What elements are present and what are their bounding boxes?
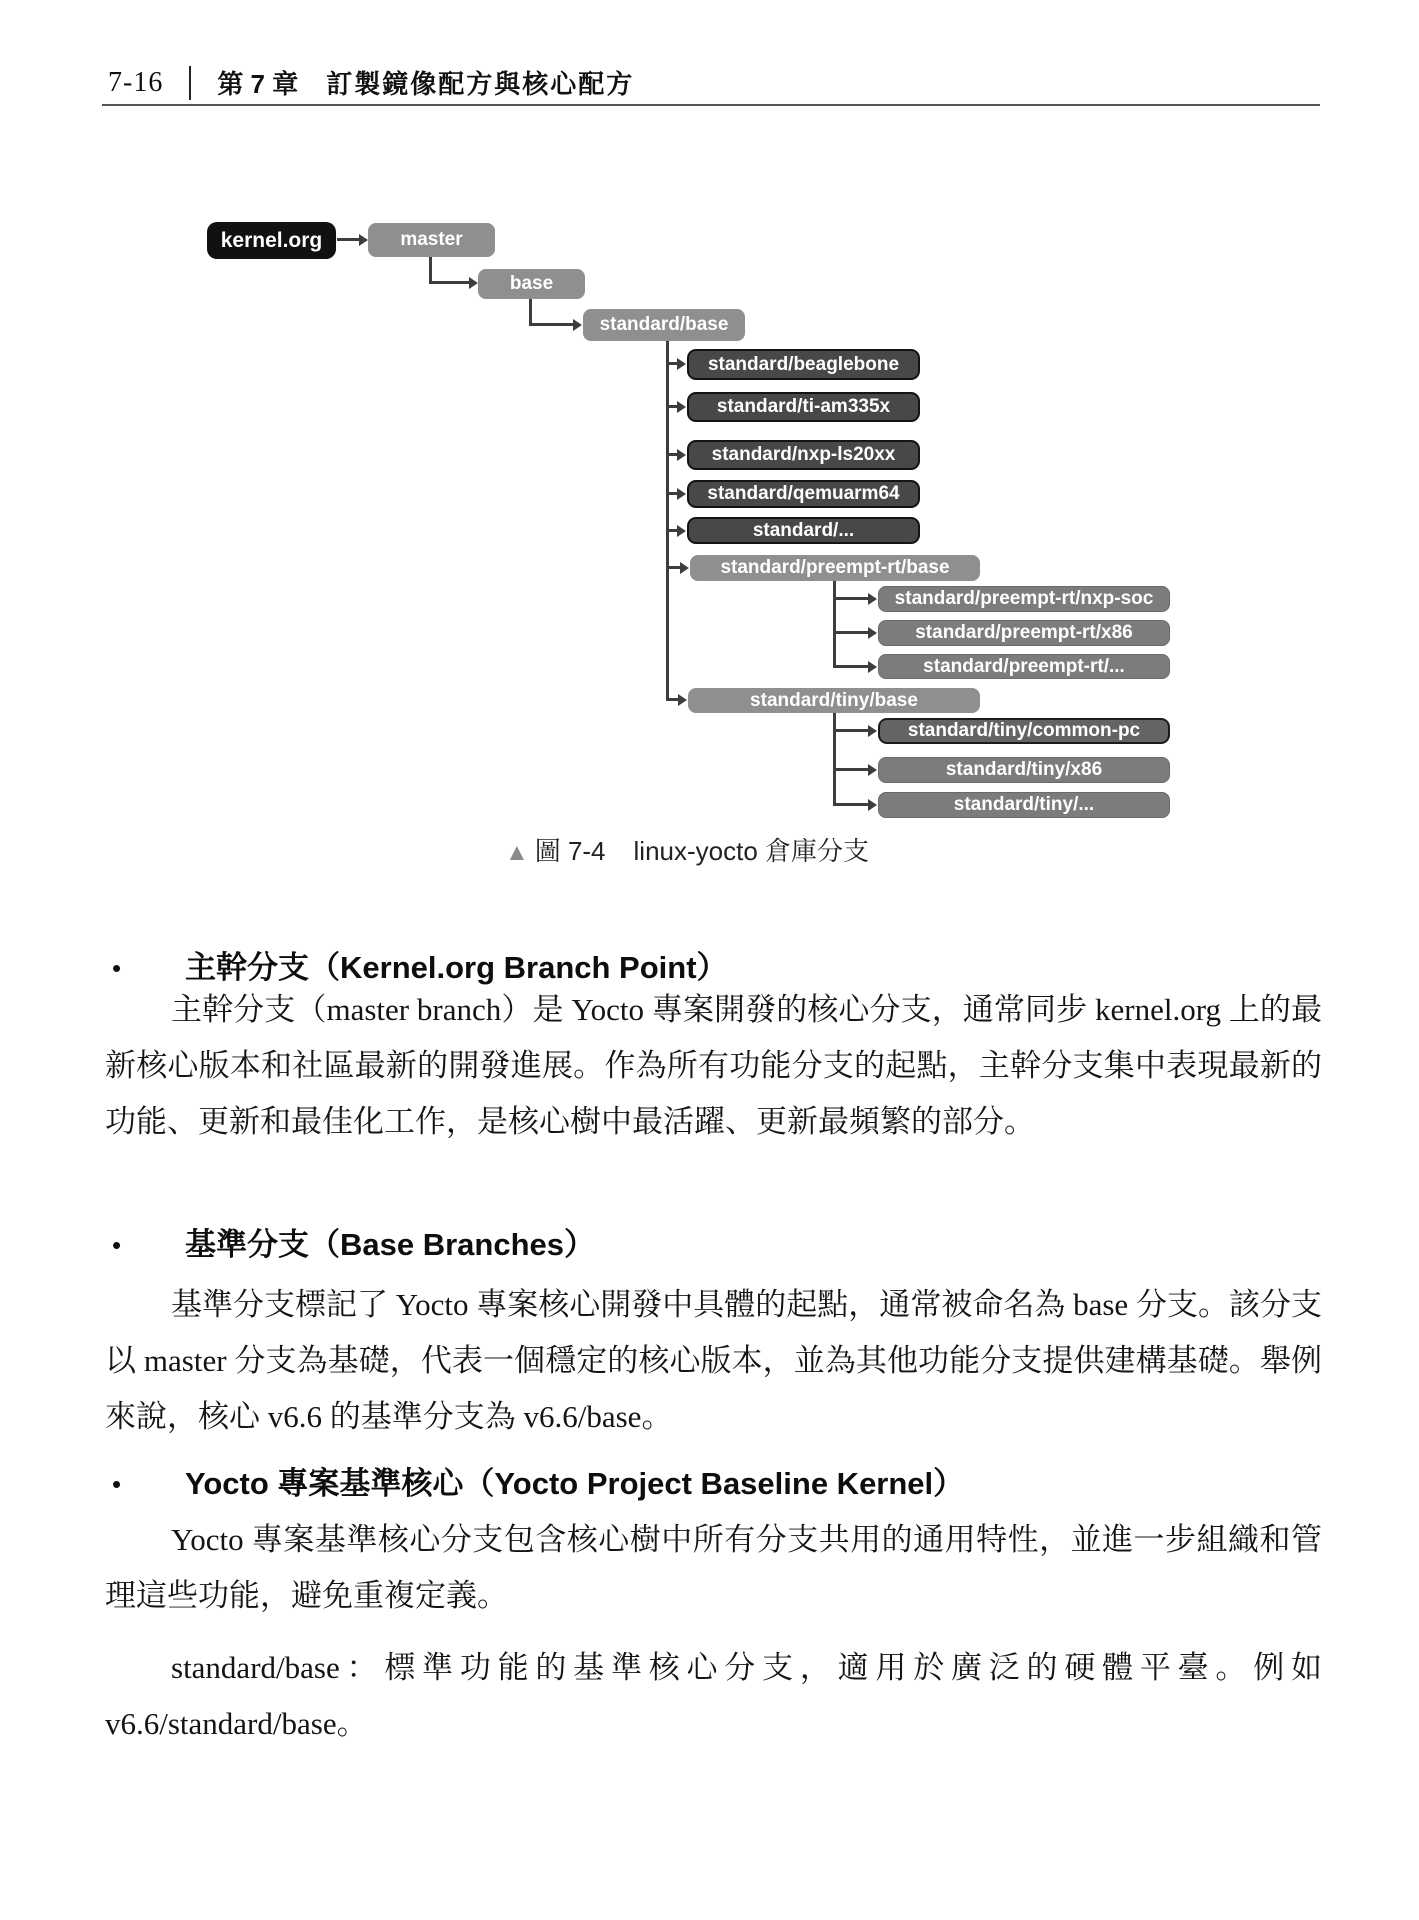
node-kernel-org: kernel.org	[207, 222, 336, 259]
connector-arrow-icon	[677, 358, 686, 370]
page-number: 7-16	[108, 66, 164, 98]
connector-line	[833, 665, 869, 668]
node-standard-preempt-rt-x86: standard/preempt-rt/x86	[878, 620, 1170, 646]
connector-arrow-icon	[680, 562, 689, 574]
connector-line	[833, 631, 869, 634]
connector-line	[833, 597, 869, 600]
connector-arrow-icon	[868, 799, 877, 811]
bullet-icon: •	[112, 1469, 122, 1499]
bullet-icon: •	[112, 953, 122, 983]
connector-arrow-icon	[677, 449, 686, 461]
connector-arrow-icon	[868, 661, 877, 673]
figure-caption	[400, 831, 974, 868]
node-standard-tiny-etc: standard/tiny/...	[878, 792, 1170, 818]
connector-arrow-icon	[677, 525, 686, 537]
node-standard-qemuarm64: standard/qemuarm64	[687, 480, 920, 508]
section-heading-text: Yocto 專案基準核心（Yocto Project Baseline Kernel）	[185, 1466, 965, 1501]
connector-arrow-icon	[868, 593, 877, 605]
section-heading-base-branches	[105, 1218, 1322, 1272]
connector-arrow-icon	[469, 277, 478, 289]
paragraph-standard-base: standard/base：標準功能的基準核心分支，適用於廣泛的硬體平臺。例如 v6.6/standard/base。	[105, 1650, 1322, 1741]
connector-arrow-icon	[868, 627, 877, 639]
section-heading-yocto-baseline-kernel	[105, 1457, 1322, 1511]
node-standard-nxp-ls20xx: standard/nxp-ls20xx	[687, 440, 920, 470]
paragraph-master-branch: 主幹分支（master branch）是 Yocto 專案開發的核心分支，通常同步 kernel.org 上的最新核心版本和社區最新的開發進展。作為所有功能分支的起點，主幹分支集中表現最新的功能、更新和最佳化工作，是核心樹中最活躍、更新最頻繁的部分。	[105, 992, 1322, 1139]
section-heading-text: 主幹分支（Kernel.org Branch Point）	[185, 950, 728, 985]
caption-triangle-icon: ▲	[504, 839, 529, 866]
paragraph-baseline-kernel: Yocto 專案基準核心分支包含核心樹中所有分支共用的通用特性，並進一步組織和管理這些功能，避免重複定義。	[105, 1522, 1322, 1613]
node-base: base	[478, 269, 585, 299]
connector-line	[337, 238, 360, 241]
figure-caption-text: linux-yocto 倉庫分支	[633, 836, 870, 866]
paragraph-base-branches: 基準分支標記了 Yocto 專案核心開發中具體的起點，通常被命名為 base 分支。該分支以 master 分支為基礎，代表一個穩定的核心版本，並為其他功能分支提供建構基礎。舉例來說，核心 v6.6 的基準分支為 v6.6/base。	[105, 1287, 1322, 1434]
node-standard-base: standard/base	[583, 309, 745, 341]
connector-arrow-icon	[868, 725, 877, 737]
node-standard-tiny-x86: standard/tiny/x86	[878, 757, 1170, 783]
node-standard-preempt-rt-nxp-soc: standard/preempt-rt/nxp-soc	[878, 586, 1170, 612]
node-standard-tiny-common-pc: standard/tiny/common-pc	[878, 718, 1170, 744]
node-standard-ti-am335x: standard/ti-am335x	[687, 392, 920, 422]
connector-arrow-icon	[677, 401, 686, 413]
connector-line	[833, 581, 836, 668]
connector-arrow-icon	[677, 488, 686, 500]
bullet-icon: •	[112, 1230, 122, 1260]
chapter-number: 第 7 章	[217, 69, 299, 99]
figure-caption-label: 圖 7-4	[534, 836, 606, 866]
node-standard-tiny-base: standard/tiny/base	[688, 688, 980, 713]
connector-line	[833, 803, 869, 806]
connector-line	[529, 299, 532, 326]
node-standard-etc: standard/...	[687, 517, 920, 544]
connector-line	[666, 341, 669, 701]
node-standard-beaglebone: standard/beaglebone	[687, 349, 920, 380]
node-standard-preempt-rt-etc: standard/preempt-rt/...	[878, 654, 1170, 679]
connector-arrow-icon	[359, 234, 368, 246]
section-heading-text: 基準分支（Base Branches）	[185, 1227, 596, 1262]
node-master: master	[368, 223, 495, 257]
chapter-title: 訂製鏡像配方與核心配方	[326, 69, 635, 99]
branch-tree-diagram	[0, 0, 1419, 900]
connector-line	[833, 768, 869, 771]
connector-arrow-icon	[573, 319, 582, 331]
connector-line	[833, 713, 836, 804]
connector-arrow-icon	[868, 764, 877, 776]
connector-line	[666, 566, 681, 569]
node-standard-preempt-rt-base: standard/preempt-rt/base	[690, 555, 980, 581]
connector-arrow-icon	[678, 694, 687, 706]
connector-line	[529, 323, 574, 326]
connector-line	[429, 281, 470, 284]
connector-line	[833, 729, 869, 732]
connector-line	[429, 257, 432, 284]
